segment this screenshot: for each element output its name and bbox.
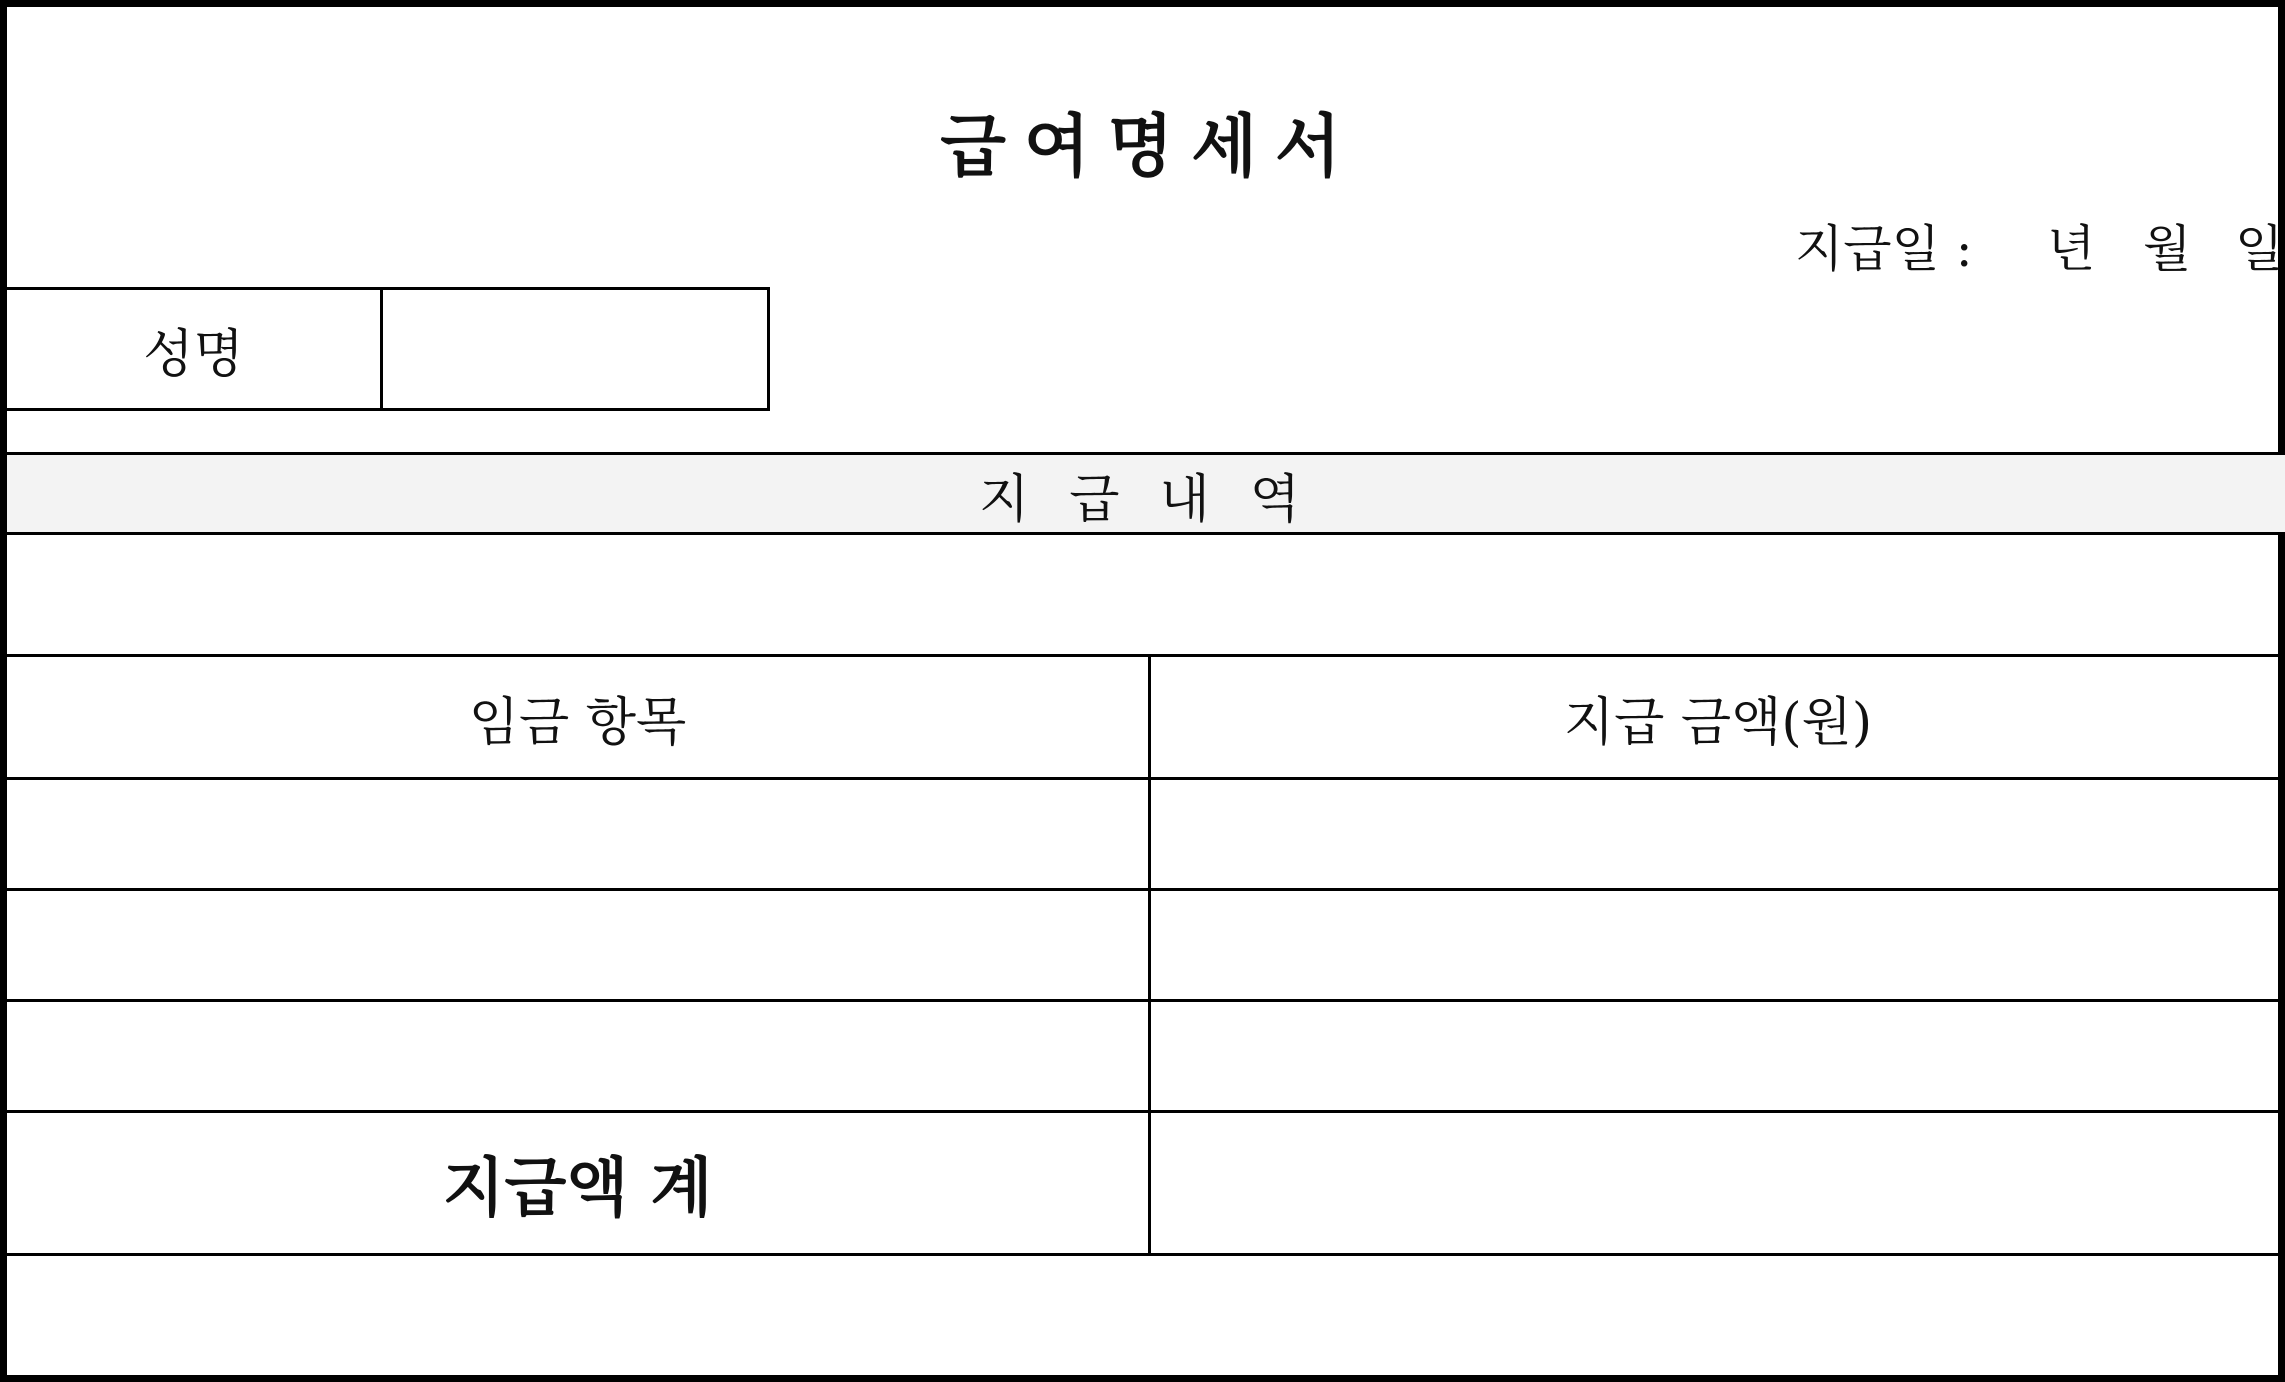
row-1-amount[interactable] [1151,780,2285,888]
row-1-item[interactable] [7,780,1148,888]
total-label: 지급액 계 [442,1151,713,1226]
total-amount[interactable] [1151,1113,2285,1253]
section-header: 지급내역 [7,455,2285,533]
section-bottom-line [7,532,2285,535]
row-2-amount[interactable] [1151,891,2285,999]
document-title: 급여명세서 [940,107,1359,187]
pay-date-month: 월 [2143,220,2192,278]
header-pay-amount: 지급 금액(원) [1563,692,1873,753]
row-3-amount[interactable] [1151,1002,2285,1110]
row-3-item[interactable] [7,1002,1148,1110]
name-label: 성명 [7,290,383,408]
row-2-item[interactable] [7,891,1148,999]
table-bottom-line [7,1253,2285,1256]
header-wage-item: 임금 항목 [468,692,687,753]
pay-date-day: 일 [2235,220,2284,278]
pay-date-label: 지급일 : [1795,220,1973,278]
name-box [7,287,770,411]
name-field[interactable] [383,290,767,408]
pay-date-year: 년 [2047,220,2096,278]
